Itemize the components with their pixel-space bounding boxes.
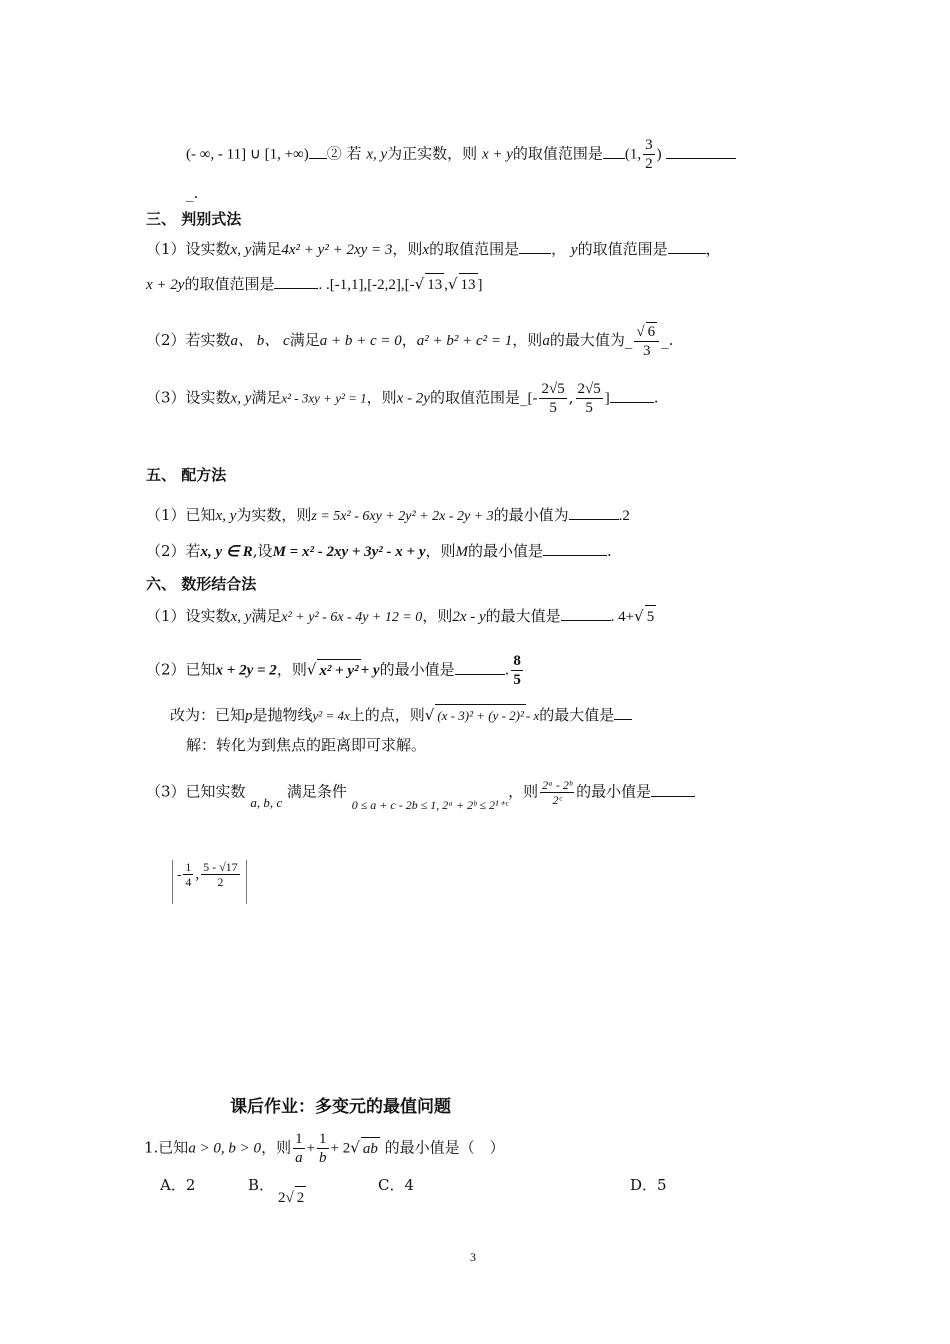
blank: [561, 606, 611, 621]
text: 的最小值是: [379, 660, 455, 679]
text: 上的点，则: [349, 706, 425, 724]
text: 的最小值是（ ）: [384, 1138, 505, 1157]
problem-5-1: [146, 504, 630, 528]
answer-line-1-tail: [186, 182, 198, 204]
text: 满足: [251, 240, 282, 258]
denominator: 3: [642, 343, 651, 359]
text: 满足: [289, 331, 320, 349]
expression: - x: [525, 708, 540, 723]
answer-part: [-: [527, 390, 538, 407]
answer-line-1: [186, 136, 736, 173]
text: 是抛物线: [252, 706, 313, 724]
text: ]: [477, 277, 483, 293]
text: ，则: [261, 1138, 292, 1157]
solution-hint: 解：转化为到焦点的距离即可求解。: [186, 736, 427, 754]
problem-6-1: （1）设实数x, y满足x² + y² - 6x - 4y + 12 = 0，则2x - y的最大值是 . 4+√ 5: [146, 605, 656, 629]
question-1: 1.已知a > 0, b > 0，则 $\frac{1}{a}$ + $\frac{1}{b}$ + 2√ ab 的最小值是（ ）: [144, 1131, 505, 1166]
numerator: 1: [319, 1131, 327, 1147]
answer-part: ): [656, 146, 662, 163]
radicand: (x - 3)² + (y - 2)²: [435, 704, 526, 727]
numerator: 2√5: [577, 381, 601, 397]
answer: .2: [618, 508, 630, 524]
numerator: 2ᵃ - 2ᵇ: [542, 778, 573, 792]
problem-6-3: [146, 778, 695, 812]
condition: 0 ≤ a + c - 2b ≤ 1, 2ᵃ + 2ᵇ ≤ 2¹⁺ᶜ: [351, 797, 509, 812]
expression: + y: [360, 662, 380, 679]
equation: z = 5x² - 6xy + 2y² + 2x - 2y + 3: [311, 509, 494, 524]
problem-3-1-cont: x + 2y的取值范围是 . .[-1,1],[-2,2],[-√ 13 ,√ 13 ]: [146, 273, 483, 296]
var: M: [455, 544, 469, 560]
text: 满足: [251, 607, 282, 625]
radicand: 2: [295, 1186, 307, 1209]
var: y: [570, 242, 578, 258]
text: 的最大值是: [539, 706, 615, 724]
var: x: [422, 242, 430, 258]
blank: [666, 144, 736, 159]
text: ，则: [366, 388, 397, 407]
denominator: 5: [585, 400, 593, 416]
var: x, y: [230, 390, 252, 407]
var: a: [542, 333, 550, 349]
section-heading-5: 五、 配方法: [146, 466, 227, 484]
blank: [309, 144, 327, 159]
text: 1.已知: [144, 1138, 189, 1157]
radicand: 6: [647, 324, 656, 340]
answer: . 4+: [610, 609, 635, 625]
vars: a, b, c: [250, 794, 283, 810]
radicand: ab: [361, 1137, 380, 1160]
expression: 2x - y: [452, 609, 486, 625]
radicand: 13: [459, 273, 478, 296]
numerator: 5 - √17: [203, 860, 238, 874]
item-2-label: ② 若: [326, 144, 362, 163]
var: x, y: [230, 242, 252, 258]
denominator: 5: [549, 400, 557, 416]
text: ，则: [422, 607, 453, 625]
text: 的最小值是: [468, 542, 544, 560]
fraction: [576, 380, 603, 417]
text: -: [177, 866, 182, 882]
condition: a > 0, b > 0: [188, 1140, 262, 1157]
problem-3-1: [146, 238, 721, 261]
option-a: A．2: [160, 1176, 196, 1194]
option-b: [248, 1174, 274, 1196]
text: _.: [186, 184, 199, 202]
text: （2）若: [146, 542, 201, 560]
blank: [651, 782, 695, 797]
fraction: [183, 860, 193, 889]
text: .: [607, 542, 612, 560]
text: 为正实数，则: [387, 144, 478, 163]
text: （2）已知: [146, 660, 216, 679]
blank: [274, 274, 318, 289]
text: .: [653, 388, 659, 407]
option-c: C．4: [378, 1176, 415, 1194]
denominator: a: [295, 1150, 303, 1166]
set: x, y ∈ R: [200, 544, 253, 560]
fraction-sqrt6-3: $\frac{√ 6}{3}$: [634, 322, 659, 360]
text: ，则: [392, 240, 423, 258]
text: 的最小值是: [576, 782, 652, 801]
section-heading-3: 三、 判别式法: [146, 210, 242, 228]
text: 的最大值是: [485, 607, 561, 625]
numerator: 2√5: [541, 381, 565, 397]
text: ，: [705, 240, 721, 258]
denominator: b: [319, 1150, 327, 1166]
text: ，则: [276, 660, 307, 679]
text: 的取值范围是: [429, 388, 520, 407]
text: 的取值范围是: [512, 144, 603, 163]
text: B．: [248, 1176, 275, 1194]
text: （1）设实数: [146, 240, 231, 258]
fraction-1-a: [293, 1130, 305, 1167]
blank: [519, 239, 551, 254]
equation: x + 2y = 2: [215, 662, 277, 679]
equation: M = x² - 2xy + 3y² - x + y: [272, 544, 426, 560]
expression: x + 2y: [146, 277, 185, 293]
radicand: 5: [645, 605, 657, 628]
problem-5-2: [146, 540, 612, 563]
expr-x-plus-y: x + y: [481, 146, 513, 163]
fraction-1-b: [317, 1130, 329, 1167]
denominator: 5: [513, 672, 521, 688]
denominator: 2: [645, 156, 653, 172]
section-heading-6: 六、 数形结合法: [146, 575, 257, 593]
blank: [668, 239, 706, 254]
equation: a² + b² + c² = 1: [416, 333, 513, 349]
radicand: 13: [425, 273, 444, 296]
text: （3）已知实数: [146, 782, 246, 801]
text: （3）设实数: [146, 388, 231, 407]
answer-interval: [172, 860, 247, 904]
text: .: [668, 331, 674, 349]
denominator: 2: [217, 875, 224, 889]
equation: 4x² + y² + 2xy = 3: [281, 242, 393, 258]
blank: [610, 388, 654, 403]
text: ，则: [512, 331, 543, 349]
text: ，: [401, 331, 417, 349]
expression: x - 2y: [396, 390, 430, 407]
text: （1）设实数: [146, 607, 231, 625]
text: 的最小值为: [493, 506, 569, 524]
equation: a + b + c = 0: [319, 333, 402, 349]
var: p: [245, 708, 253, 724]
var-xy: x, y: [366, 146, 388, 163]
denominator: 4: [185, 875, 192, 889]
text: （1）已知: [146, 506, 216, 524]
numerator: 8: [513, 653, 521, 669]
blank: [603, 144, 625, 159]
homework-title: 课后作业：多变元的最值问题: [230, 1097, 451, 1117]
blank: [569, 505, 619, 520]
fraction: [540, 778, 574, 807]
problem-6-2: （2）已知x + 2y = 2，则√ x² + y² + y的最小值是 . $\frac{8}{5}$: [146, 653, 521, 688]
problem-3-2: （2）若实数a、 b、 c满足a + b + c = 0，a² + b² + c² = 1，则a的最大值为_ $\frac{√ 6}{3}$ _.: [146, 324, 674, 359]
text: .: [504, 660, 510, 679]
answer-part: (1,: [624, 146, 642, 163]
numerator: 1: [295, 1131, 303, 1147]
interval-answer: (- ∞, - 11] ∪ [1, +∞): [186, 146, 309, 163]
var: x, y: [215, 508, 237, 524]
fraction-8-5: [511, 652, 523, 689]
text: 的取值范围是: [577, 240, 668, 258]
answer-part: ]: [604, 390, 610, 407]
text: 的最大值为: [549, 331, 625, 349]
option-d: D．5: [630, 1176, 667, 1194]
var: x, y: [230, 609, 252, 625]
text: 满足: [251, 388, 282, 407]
problem-6-2-variant: 改为：已知p是抛物线y² = 4x上的点，则√ (x - 3)² + (y - 2)² - x的最大值是: [170, 704, 632, 727]
numerator: 3: [645, 137, 653, 153]
vars: a、 b、 c: [230, 333, 290, 349]
equation: y² = 4x: [312, 708, 350, 723]
text: （2）若实数: [146, 331, 231, 349]
fraction: [539, 380, 566, 417]
text: +: [306, 1140, 316, 1157]
denominator: 2ᶜ: [552, 793, 562, 807]
fraction-3-2: [643, 136, 655, 173]
text: 为实数，则: [236, 506, 312, 524]
numerator: 1: [185, 860, 192, 874]
text: ，则: [508, 782, 539, 801]
blank: [614, 705, 632, 720]
equation: x² + y² - 6x - 4y + 12 = 0: [281, 610, 423, 625]
option-b-value: 2√ 2: [278, 1186, 306, 1209]
page-number: 3: [470, 1250, 476, 1264]
blank: [455, 660, 505, 675]
fraction: [201, 860, 240, 889]
text: ,: [195, 866, 200, 883]
blank: [543, 541, 607, 556]
text: 2: [278, 1190, 286, 1206]
answer: . .[-1,1],[-2,2],[-: [318, 277, 415, 293]
text: + 2: [330, 1140, 351, 1157]
text: 的取值范围是: [184, 275, 275, 293]
text: ，则: [425, 542, 456, 560]
text: ,设: [252, 542, 273, 560]
text: 改为：已知: [170, 706, 246, 724]
problem-3-3: （3）设实数x, y满足x² - 3xy + y² = 1，则x - 2y的取值范围是_[- $\frac{2√5}{5}$ , $\frac{2√5}{5}$ ] .: [146, 381, 659, 416]
text: ，: [551, 240, 567, 258]
radicand: x² + y²: [317, 659, 360, 682]
text: 的取值范围是: [429, 240, 520, 258]
text: 满足条件: [286, 782, 347, 801]
text: ,: [444, 277, 448, 293]
equation: x² - 3xy + y² = 1: [281, 390, 367, 406]
